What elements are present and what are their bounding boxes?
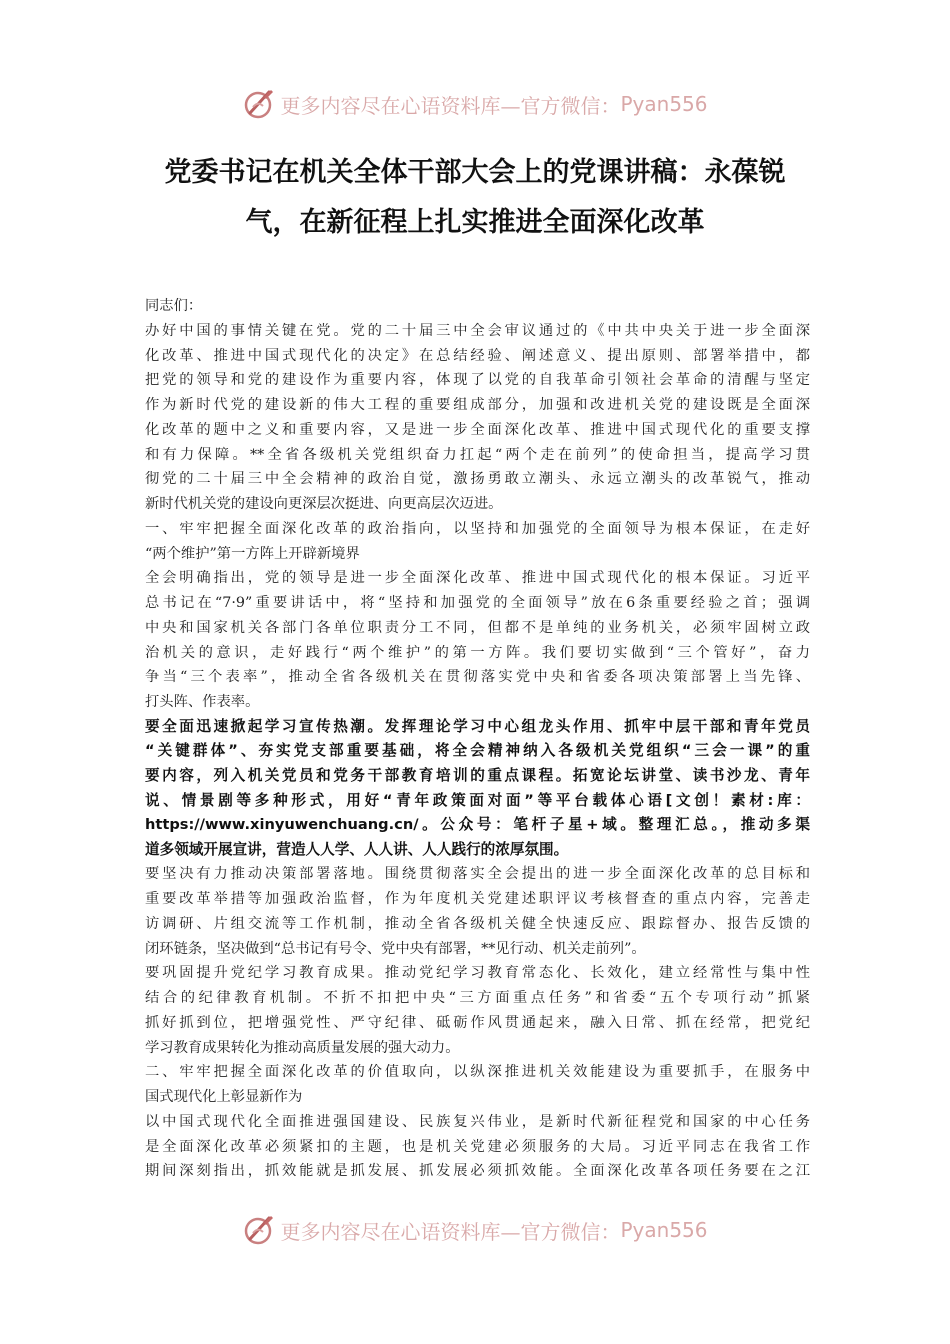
watermark-wechat-label: 官方微信： <box>520 93 621 118</box>
watermark-text: 更多内容尽在心语资料库— <box>280 93 521 118</box>
bold-paragraph-line: 要内容，列入机关党员和党务干部教育培训的重点课程。拓宽论坛讲堂、读书沙龙、青年 <box>145 766 810 784</box>
paragraph-line: 打头阵、作表率。 <box>145 694 260 710</box>
paragraph-line: 化改革、推进中国式现代化的决定》在总结经验、阐述意义、提出原则、部署举措中，都 <box>145 347 810 364</box>
paragraph-line: 把党的领导和党的建设作为重要内容，体现了以党的自我革命引领社会革命的清醒与坚定 <box>145 372 810 389</box>
paragraph-line: 化改革的题中之义和重要内容，又是进一步全面深化改革、推进中国式现代化的重要支撑 <box>145 421 810 438</box>
paragraph-line: 争当“三个表率”，推动全省各级机关在贯彻落实党中央和省委各项决策部署上当先锋、 <box>145 669 810 686</box>
paragraph-line: 学习教育成果转化为推动高质量发展的强大动力。 <box>145 1039 460 1056</box>
watermark-wechat-id: Pyan556 <box>620 1218 708 1242</box>
watermark-banner-top <box>0 84 950 124</box>
paragraph-line: 是全面深化改革必须紧扣的主题，也是机关党建必须服务的大局。习近平同志在我省工作 <box>145 1138 810 1155</box>
bold-paragraph-line: 要全面迅速掀起学习宣传热潮。发挥理论学习中心组龙头作用、抓牢中层干部和青年党员 <box>145 717 810 735</box>
paragraph-line: 和有力保障。**全省各级机关党组织奋力扛起“两个走在前列”的使命担当，提高学习贯 <box>145 446 810 463</box>
section-heading: 一、牢牢把握全面深化改革的政治指向，以坚持和加强党的全面领导为根本保证，在走好 <box>145 520 810 537</box>
paragraph-line: 总书记在“7·9”重要讲话中，将“坚持和加强党的全面领导”放在6条重要经验之首；强调 <box>145 595 810 611</box>
bold-paragraph-line: https://www.xinyuwenchuang.cn/。公众号：笔杆子星+域。整理汇总。，推动多渠 <box>145 816 810 834</box>
paragraph-line: 全会明确指出，党的领导是进一步全面深化改革、推进中国式现代化的根本保证。习近平 <box>145 570 810 587</box>
paragraph-line: 闭环链条，坚决做到“总书记有号令、党中央有部署，**见行动、机关走前列”。 <box>145 940 646 957</box>
paragraph-line: 作为新时代党的建设新的伟大工程的重要组成部分，加强和改进机关党的建设既是全面深 <box>145 397 810 413</box>
document-title <box>120 148 830 248</box>
watermark-text: 更多内容尽在心语资料库— <box>280 1219 521 1244</box>
paragraph-line: 要巩固提升党纪学习教育成果。推动党纪学习教育常态化、长效化，建立经常性与集中性 <box>145 965 810 982</box>
paragraph-line: 要坚决有力推动决策部署落地。围绕贯彻落实全会提出的进一步全面深化改革的总目标和 <box>145 866 810 883</box>
section-heading: 二、牢牢把握全面深化改革的价值取向，以纵深推进机关效能建设为重要抓手，在服务中 <box>145 1064 810 1081</box>
brush-logo-icon <box>242 87 276 121</box>
paragraph-line: 结合的纪律教育机制。不折不扣把中央“三方面重点任务”和省委“五个专项行动”抓紧 <box>145 990 810 1007</box>
paragraph-line: 访调研、片组交流等工作机制，推动全省各级机关健全快速反应、跟踪督办、报告反馈的 <box>145 915 810 932</box>
section-heading: “两个维护”第一方阵上开辟新境界 <box>145 545 360 562</box>
watermark-banner-bottom <box>0 1210 950 1250</box>
paragraph-line: 中央和国家机关各部门各单位职责分工不同，但都不是单纯的业务机关，必须牢固树立政 <box>145 619 810 636</box>
paragraph-line: 办好中国的事情关键在党。党的二十届三中全会审议通过的《中共中央关于进一步全面深 <box>145 322 810 339</box>
paragraph-line: 彻党的二十届三中全会精神的政治自觉，激扬勇敢立潮头、永远立潮头的改革锐气，推动 <box>145 471 810 488</box>
brush-logo-icon <box>242 1213 276 1247</box>
title-line: 党委书记在机关全体干部大会上的党课讲稿：永葆锐 <box>164 157 786 188</box>
document-body <box>145 294 810 1184</box>
paragraph-line: 重要改革举措等加强政治监督，作为年度机关党建述职评议考核督查的重点内容，完善走 <box>145 891 810 908</box>
paragraph-line: 抓好抓到位，把增强党性、严守纪律、砥砺作风贯通起来，融入日常、抓在经常，把党纪 <box>145 1014 810 1031</box>
paragraph-line: 治机关的意识，走好践行“两个维护”的第一方阵。我们要切实做到“三个管好”，奋力 <box>145 644 810 661</box>
section-heading: 国式现代化上彰显新作为 <box>145 1089 303 1106</box>
paragraph-line: 期间深刻指出，抓效能就是抓发展、抓发展必须抓效能。全面深化改革各项任务要在之江 <box>145 1163 810 1180</box>
salutation: 同志们： <box>145 298 203 314</box>
paragraph-line: 以中国式现代化全面推进强国建设、民族复兴伟业，是新时代新征程党和国家的中心任务 <box>145 1113 810 1130</box>
watermark-wechat-id: Pyan556 <box>620 92 708 116</box>
bold-paragraph-line: 道多领域开展宣讲，营造人人学、人人讲、人人践行的浓厚氛围。 <box>145 840 569 858</box>
bold-paragraph-line: “关键群体”、夯实党支部重要基础，将全会精神纳入各级机关党组织“三会一课”的重 <box>145 742 810 760</box>
bold-paragraph-line: 说、情景剧等多种形式，用好“青年政策面对面”等平台载体心语[文创！素材:库： <box>145 791 810 809</box>
paragraph-line: 新时代机关党的建设向更深层次挺进、向更高层次迈进。 <box>145 496 503 512</box>
title-line: 气，在新征程上扎实推进全面深化改革 <box>245 207 705 238</box>
watermark-wechat-label: 官方微信： <box>520 1219 621 1244</box>
